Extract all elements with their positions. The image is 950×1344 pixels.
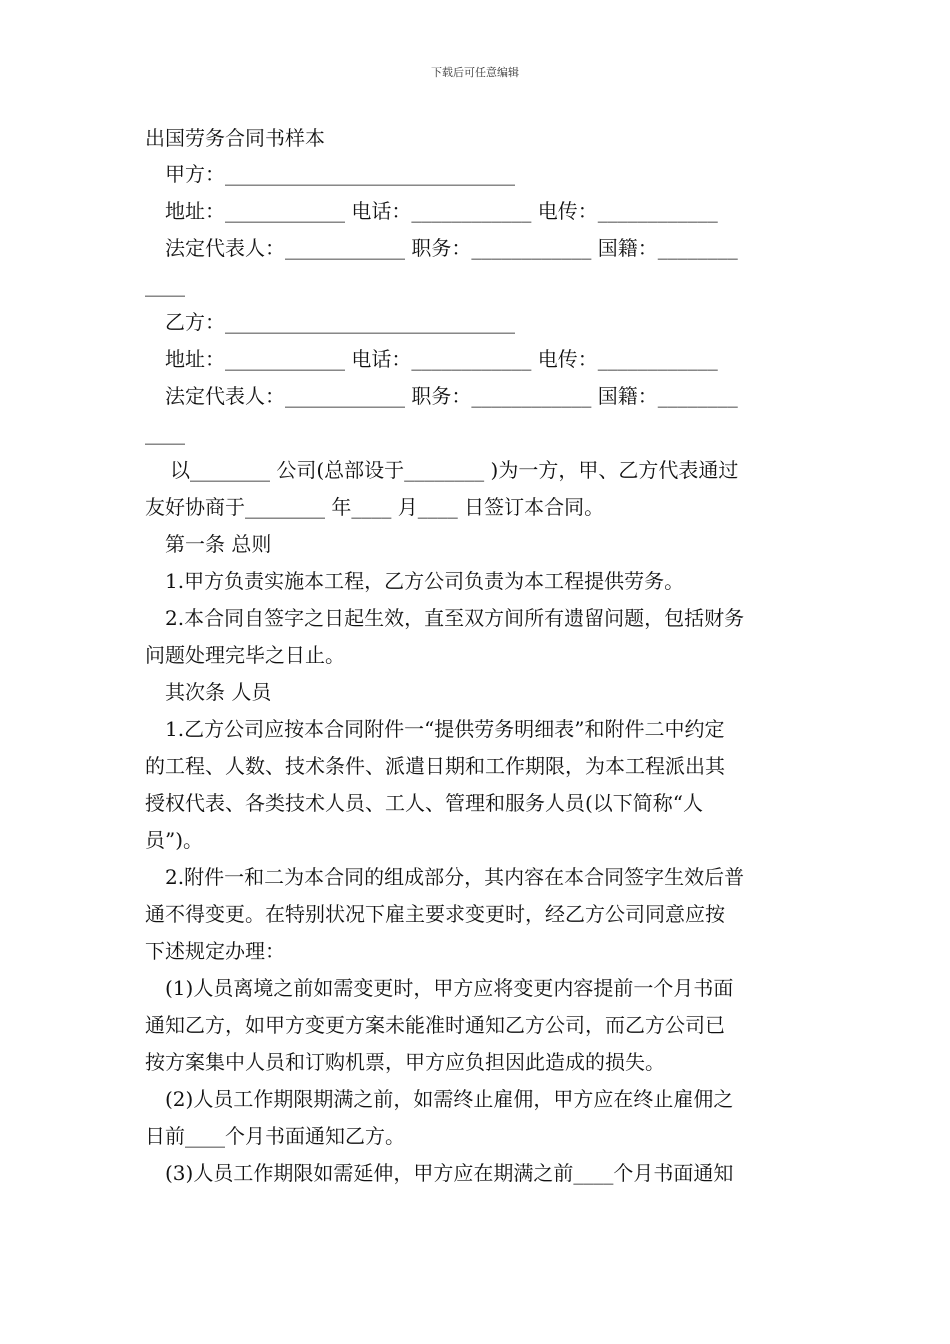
- text-line: 友好协商于________ 年____ 月____ 日签订本合同。: [145, 495, 605, 519]
- text-line: 通不得变更。在特别状况下雇主要求变更时，经乙方公司同意应按: [145, 902, 725, 926]
- text-line: 2.本合同自签字之日起生效，直至双方间所有遗留问题，包括财务: [165, 606, 745, 630]
- page-header: 下载后可任意编辑: [431, 66, 519, 79]
- text-line: 第一条 总则: [165, 532, 272, 556]
- text-line: (3)人员工作期限如需延伸，甲方应在期满之前____个月书面通知: [165, 1161, 734, 1185]
- text-line: 1.乙方公司应按本合同附件一“提供劳务明细表”和附件二中约定: [165, 717, 725, 741]
- document-body: [145, 120, 808, 1192]
- text-line: ____: [145, 421, 185, 445]
- text-line: 乙方：_____________________________: [165, 310, 515, 334]
- text-line: 通知乙方，如甲方变更方案未能准时通知乙方公司，而乙方公司已: [145, 1013, 725, 1037]
- text-line: 员”)。: [145, 828, 204, 852]
- text-line: 日前____个月书面通知乙方。: [145, 1124, 405, 1148]
- text-line: (2)人员工作期限期满之前，如需终止雇佣，甲方应在终止雇佣之: [165, 1087, 734, 1111]
- text-line: 2.附件一和二为本合同的组成部分，其内容在本合同签字生效后普: [165, 865, 745, 889]
- text-line: 甲方：_____________________________: [165, 162, 515, 186]
- text-line: 法定代表人：____________ 职务：____________ 国籍：________: [165, 236, 738, 260]
- text-line: 其次条 人员: [165, 680, 272, 704]
- text-line: 的工程、人数、技术条件、派遣日期和工作期限，为本工程派出其: [145, 754, 725, 778]
- text-line: 下述规定办理：: [145, 939, 285, 963]
- text-line: 地址：____________ 电话：____________ 电传：____________: [165, 199, 718, 223]
- text-line: 问题处理完毕之日止。: [145, 643, 345, 667]
- text-line: 授权代表、各类技术人员、工人、管理和服务人员(以下简称“人: [145, 791, 704, 815]
- text-line: 按方案集中人员和订购机票，甲方应负担因此造成的损失。: [145, 1050, 665, 1074]
- text-line: (1)人员离境之前如需变更时，甲方应将变更内容提前一个月书面: [165, 976, 734, 1000]
- text-line: 以________ 公司(总部设于________ )为一方，甲、乙方代表通过: [170, 458, 739, 482]
- document-lines: [145, 156, 808, 1192]
- text-line: 地址：____________ 电话：____________ 电传：____________: [165, 347, 718, 371]
- text-line: 1.甲方负责实施本工程，乙方公司负责为本工程提供劳务。: [165, 569, 685, 593]
- document-title: 出国劳务合同书样本: [145, 126, 325, 150]
- text-line: 法定代表人：____________ 职务：____________ 国籍：________: [165, 384, 738, 408]
- text-line: ____: [145, 273, 185, 297]
